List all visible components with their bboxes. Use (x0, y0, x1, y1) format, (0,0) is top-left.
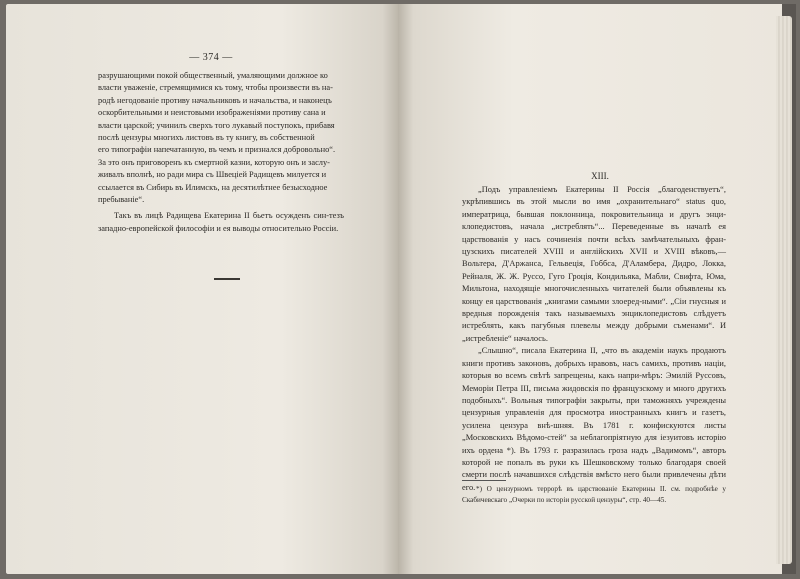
section-divider (214, 278, 240, 280)
paragraph: „Подъ управленіемъ Екатерины II Россія „благоденствуетъ“, укрѣпившись въ этой мысли во имя „охранительнаго“ status quo, императрица, бывшая поклонница, покровительница и другъ энци-клопедистовъ, начала „истреблять“... Переведенные въ началѣ ея царствованія у насъ сочиненія почти всѣхъ замѣчательныхъ фран-цузскихъ писателей XVIII и англійскихъ XVII и XVIII вѣковъ,— Вольтера, Д'Аржанса, Гельвеція, Гоббса, Д'Аламбера, Дидро, Локка, Рейналя, Ж. Ж. Руссо, Гуго Гроція, Кондильяка, Мабли, Свифта, Юма, Мильтона, находящіе многочисленныхъ читателей были объявлены къ концу ея царствованія „книгами самыми злоеред-ными“. „Сіи гнусныя и вредныя порожденія такъ называемыхъ энциклопедистовъ слѣдуетъ истреблять, какъ пагубныя плевелы между добрыми съменами“. И „истребленіе“ началось. (462, 185, 726, 343)
text-line: оскорбительными и неистовыми изображеніями противу сана и (98, 108, 326, 118)
page-number: — 374 — (189, 52, 233, 63)
text-line: живалъ вполнѣ, но ради мира съ Швеціей Радищевъ милуется и (98, 170, 327, 180)
text-line: разрушающими покой общественный, умаляющими должное ко (98, 71, 328, 80)
paragraph: „Слышно“, писала Екатерина II, „что въ академіи наукъ продаютъ книги противъ законовъ, добрыхъ нравовъ, насъ самихъ, противъ націи, которыя во всемъ свѣтѣ запрещены, какъ напри-мѣръ: Эмилій Руссовъ, Меморіи Петра III, письма жидовскія по французскому и много другихъ подобныхъ“. Вольныя типографіи закрыты, при таможняхъ учреждены цензурныя управленія для просмотра иностранныхъ книгъ и газетъ, усилена цензура внѣ-шняя. Въ 1781 г. конфискуются листы „Московскихъ Вѣдомо-стей“ за неблагопріятную для іезуитовъ исторію ихъ ордена *). Въ 1793 г. разразилась гроза надъ „Вадимомъ“, авторъ которой не попалъ въ руки къ Шешковскому только благодаря своей смерти послѣ начавшихся слѣдствія вмѣсто него были привлечены дѣти его. (462, 346, 726, 492)
left-page (6, 4, 398, 574)
footnote-rule (462, 480, 506, 481)
left-page-text (98, 70, 344, 235)
text-line: его типографіи напечатанную, въ чемъ и признался добровольно“. (98, 145, 336, 155)
text-line: пребываніе“. (98, 195, 145, 205)
footnote-text: *) О цензурномъ террорѣ въ царствованіе Екатерины II. см. подробнѣе у Скабичевскаго „Очерки по исторіи русской цензуры“, стр. 40—45. (462, 485, 726, 504)
chapter-heading: XIII. (591, 171, 609, 181)
text-line: власти царской; учинилъ сверхъ того лукавый поступокъ, прибавя (98, 120, 335, 130)
closing-paragraph: Такъ въ лицѣ Радищева Екатерина II бьетъ осужденъ син-тезъ западно-европейской философіи и ея выводы относительно Россіи. (98, 211, 344, 233)
footnote (462, 484, 726, 506)
page-edges (776, 16, 792, 564)
text-line: послѣ цензуры многихъ листовъ въ ту книгу, въ собственной (98, 133, 315, 143)
text-line: родѣ негодованіе противу начальниковъ и начальства, и наконецъ (98, 95, 332, 105)
text-line: За это онъ приговоренъ къ смертной казни, которую онъ и заслу- (98, 157, 330, 167)
text-line: власти уваженіе, стремящимися къ тому, чтобы произвести въ на- (98, 83, 333, 93)
right-page (398, 4, 782, 574)
text-line: ссылается въ Сибирь въ Илимскъ, на десятилѣтнее безысходное (98, 182, 328, 192)
book-spread (6, 4, 796, 574)
right-page-text (462, 184, 726, 494)
